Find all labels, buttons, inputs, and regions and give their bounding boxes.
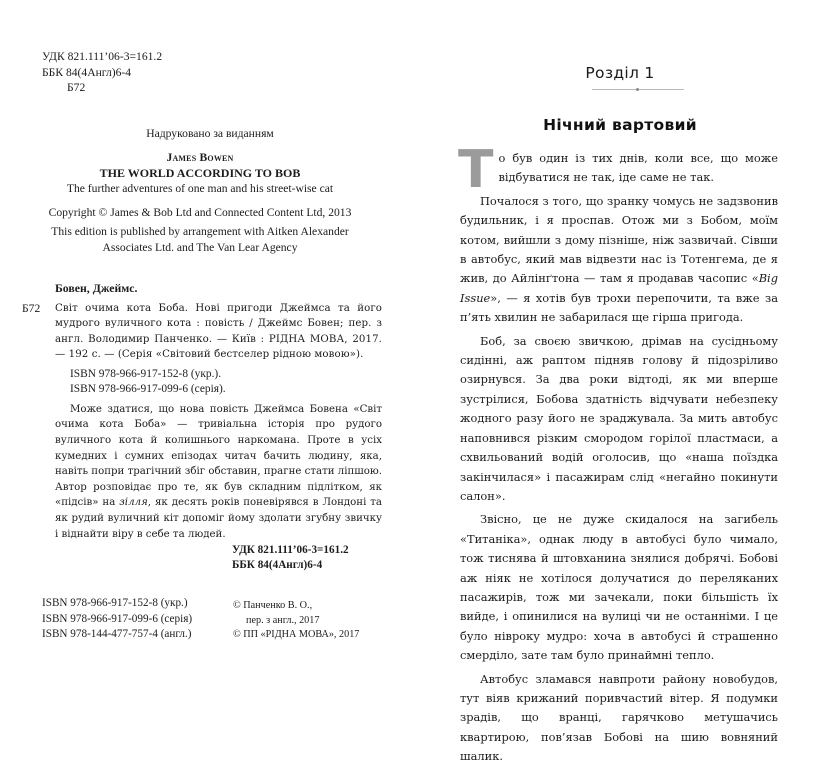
footer-isbn: ISBN 978-966-917-099-6 (серія)	[42, 612, 193, 625]
footer-isbn: ISBN 978-144-477-757-4 (англ.)	[42, 628, 192, 640]
original-subtitle: The further adventures of one man and his street-wise cat	[66, 182, 334, 195]
paragraph-text: Почалося з того, що зранку чомусь не задзвонив будильник, і я проспав. Отож ми з Бобом, моїм котом, вийшли з дому пізніше, ніж зазвичай. Сівши в автобус, який мав відвезти нас із Тотенгема, де я жив, до Айлінґтона — там я продавав часопис «	[460, 193, 778, 286]
classification-block-bottom	[232, 543, 349, 573]
catalog-card	[22, 281, 382, 542]
chapter-label: Розділ 1	[585, 64, 655, 82]
paragraph-text: о був один із тих днів, коли все, що може відбуватися не так, іде саме не так.	[498, 151, 778, 185]
original-author: James Bowen	[166, 151, 234, 164]
classification-block-top	[42, 49, 162, 96]
arrangement-line-1: This edition is published by arrangement with Aitken Alexander	[51, 225, 349, 238]
paragraph	[458, 140, 778, 200]
translator-copyright-year: пер. з англ., 2017	[246, 614, 320, 626]
catalog-isbn-ua: ISBN 978-966-917-152-8 (укр.).	[70, 367, 222, 380]
arrangement-line-2: Associates Ltd. and The Van Lear Agency	[102, 240, 298, 254]
original-edition-credits	[30, 150, 370, 255]
translator-copyright: © Панченко В. О.,	[233, 600, 313, 611]
paragraph-text: Автобус зламався навпроти району новобудов, тут віяв крижаний поривчастий вітер. Я подумки зрадів, що вранці, гарячково метушачись квартирою, пов’язав Бобові на шию вовняний шалик.	[460, 671, 778, 764]
right-page-chapter	[420, 0, 840, 764]
copyright-line: Copyright © James & Bob Ltd and Connected Content Ltd, 2013	[48, 205, 352, 219]
author-mark: Б72	[67, 81, 86, 94]
annotation-italic: зілля	[119, 497, 148, 509]
drop-cap: Т	[458, 140, 494, 200]
footer-isbn-list	[42, 596, 192, 643]
paragraph-italic: Big Issue	[460, 271, 778, 305]
bbk-code-bottom: ББК 84(4Англ)6-4	[232, 559, 323, 571]
catalog-entry	[22, 301, 382, 363]
paragraph	[460, 510, 778, 665]
udk-code: УДК 821.111’06-3=161.2	[42, 50, 163, 63]
paragraph	[460, 670, 778, 767]
catalog-heading: Бовен, Джеймс.	[55, 281, 138, 295]
catalog-annotation	[22, 402, 382, 542]
catalog-isbn-series: ISBN 978-966-917-099-6 (серія).	[70, 383, 226, 396]
annotation-text-2: , як десять років поневірявся в Лондоні та як рудий вуличний кіт допоміг йому здолати згубну звичку і віднайти віру в себе та людей.	[55, 497, 382, 540]
paragraph-text: Звісно, це не дуже скидалося на загибель «Титаніка», однак люду в автобусі було чимало, тож тиснява й штовханина знялися добрячі. Бобові аж ніяк не хотілося долучатися до переляканих пасажирів, тож ми зачекали, поки більшість їх вийде, і опинилися на вулиці чи не останніми. І це було нівроку мудро: хоча в автобусі й страшенно смерділо, зате там було принаймні тепло.	[460, 512, 778, 663]
chapter-rule-ornament	[636, 88, 639, 91]
udk-code-bottom: УДК 821.111’06-3=161.2	[232, 544, 349, 556]
left-page-imprint	[0, 0, 420, 700]
paragraph	[460, 332, 778, 507]
printed-from-label: Надруковано за виданням	[146, 127, 274, 140]
catalog-code: Б72	[22, 301, 41, 315]
catalog-isbn-list	[22, 367, 382, 398]
annotation-text-1: Може здатися, що нова повість Джеймса Бовена «Світ очима кота Боба» — тривіальна історія про рудого вуличного кота й колишнього наркомана. Проте в усіх кумедних і сумних епізодах читач бачить людину, яка, навіть попри трагічний збіг обставин, прагне стати ліпшою. Автор розповідає про те, як був складним підлітком, як «підсів» на	[55, 403, 382, 509]
publisher-copyright: © ПП «РІДНА МОВА», 2017	[233, 629, 360, 640]
catalog-description: Світ очима кота Боба. Нові пригоди Джеймса та його мудрого вуличного кота : повість / Джеймс Бовен; пер. з англ. Володимир Панченко. — Київ : РІДНА МОВА, 2017. — 192 с. — (Серія «Світовий бестселер рідною мовою»).	[55, 302, 382, 361]
original-title: THE WORLD ACCORDING TO BOB	[99, 165, 301, 180]
chapter-title: Нічний вартовий	[543, 116, 697, 134]
footer-isbn: ISBN 978-966-917-152-8 (укр.)	[42, 597, 188, 609]
paragraph	[460, 192, 778, 328]
bbk-code: ББК 84(4Англ)6-4	[42, 65, 132, 79]
footer-copyrights	[233, 599, 359, 643]
paragraph-text: Боб, за своєю звичкою, дрімав на сусідньому сидінні, аж раптом підняв голову й підозріливо озирнувся. За два роки відтоді, як ми вперше зустрілися, Бобова здатність відчувати небезпеку жодного разу його не зраджувала. За мить автобус наповнився різким смородом горілої пластмаси, а схвильований водій оголосив, що «наша поїздка закінчилася» і пасажирам слід «негайно покинути салон».	[460, 333, 778, 503]
chapter-body	[458, 140, 778, 771]
paragraph-text-after: », — я хотів був трохи перепочити, та вже за п’ять хвилин не забарилася ще гірша пригода.	[460, 290, 778, 325]
